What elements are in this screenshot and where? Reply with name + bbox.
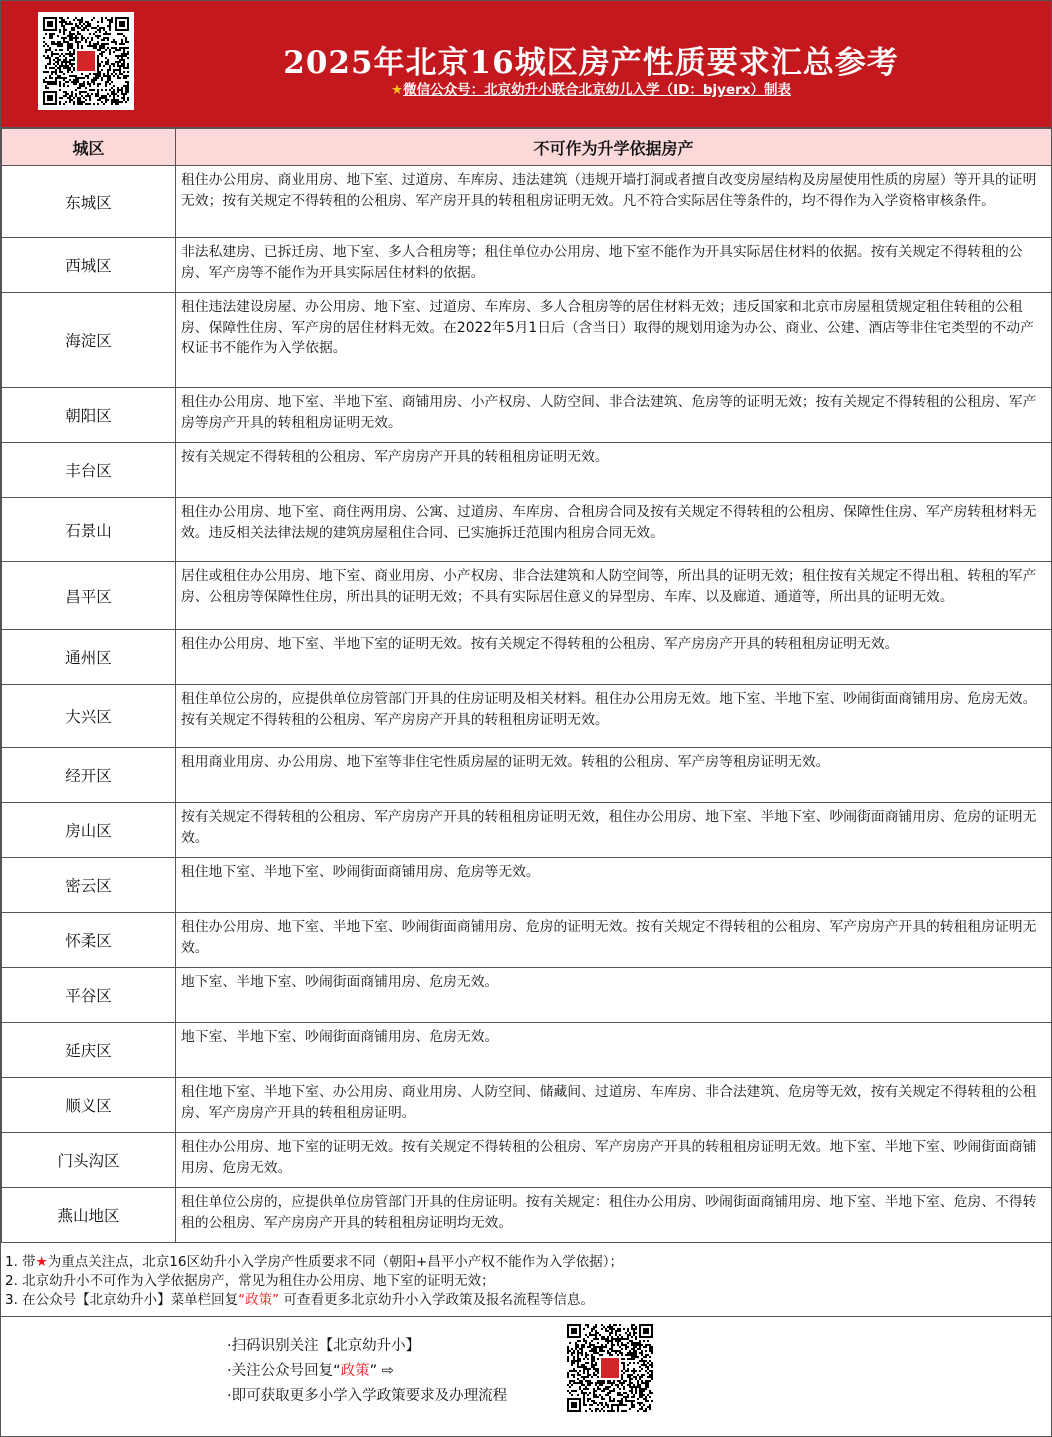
table-row [2,166,1052,238]
table-row [2,803,1052,858]
property-table [1,128,1052,1243]
table-row [2,498,1052,562]
district-cell: 经开区 [2,748,176,803]
district-cell: 海淀区 [2,293,176,388]
district-cell: 西城区 [2,238,176,293]
footer-line-2: ·关注公众号回复“政策” ⇨ [227,1363,394,1379]
property-rule-cell: 租住办公用房、商业用房、地下室、过道房、车库房、违法建筑（违规开墙打洞或者擅自改变房屋结构及房屋使用性质的房屋）等开具的证明无效；按有关规定不得转租的公租房、军产房开具的转租租房证明无效。凡不符合实际居住等条件的，均不得作为入学资格审核条件。 [176,166,1052,238]
district-cell: 平谷区 [2,968,176,1023]
property-rule-cell: 租住违法建设房屋、办公用房、地下室、过道房、车库房、多人合租房等的居住材料无效；违反国家和北京市房屋租赁规定租住转租的公租房、保障性住房、军产房的居住材料无效。在2022年5月1日后（含当日）取得的规划用途为办公、商业、公建、酒店等非住宅类型的不动产权证书不能作为入学依据。 [176,293,1052,388]
footer-line-1: ·扫码识别关注【北京幼升小】 [227,1338,421,1354]
table-body [2,166,1052,1243]
note-1: 1. 带★为重点关注点，北京16区幼升小入学房产性质要求不同（朝阳+昌平小产权不能作为入学依据）； [5,1254,624,1270]
note-2: 2. 北京幼升小不可作为入学依据房产，常见为租住办公用房、地下室的证明无效； [5,1273,495,1289]
district-cell: 房山区 [2,803,176,858]
property-rule-cell: 租住办公用房、地下室、半地下室的证明无效。按有关规定不得转租的公租房、军产房房产开具的转租租房证明无效。 [176,630,1052,685]
property-rule-cell: 租住办公用房、地下室、商住两用房、公寓、过道房、车库房、合租房合同及按有关规定不得转租的公租房、保障性住房、军产房转租材料无效。违反相关法律法规的建筑房屋租住合同、已实施拆迁范围内租房合同无效。 [176,498,1052,562]
table-row [2,748,1052,803]
table-row [2,1188,1052,1243]
star-icon: ★ [391,82,404,98]
footer [1,1317,1051,1429]
table-row [2,443,1052,498]
property-rule-cell: 地下室、半地下室、吵闹街面商铺用房、危房无效。 [176,968,1052,1023]
table-row [2,913,1052,968]
property-rule-cell: 租住办公用房、地下室、半地下室、吵闹街面商铺用房、危房的证明无效。按有关规定不得转租的公租房、军产房房产开具的转租租房证明无效。 [176,913,1052,968]
property-rule-cell: 租住单位公房的，应提供单位房管部门开具的住房证明及相关材料。租住办公用房无效。地下室、半地下室、吵闹街面商铺用房、危房无效。按有关规定不得转租的公租房、军产房房产开具的转租租房证明无效。 [176,685,1052,748]
property-rule-cell: 非法私建房、已拆迁房、地下室、多人合租房等；租住单位办公用房、地下室不能作为开具实际居住材料的依据。按有关规定不得转租的公房、军产房等不能作为开具实际居住材料的依据。 [176,238,1052,293]
property-rule-cell: 租住地下室、半地下室、吵闹街面商铺用房、危房等无效。 [176,858,1052,913]
district-cell: 石景山 [2,498,176,562]
subtitle-text: 微信公众号：北京幼升小联合北京幼儿入学（ID：bjyerx）制表 [403,82,791,98]
property-rule-cell: 地下室、半地下室、吵闹街面商铺用房、危房无效。 [176,1023,1052,1078]
district-cell: 丰台区 [2,443,176,498]
arrow-right-icon: ⇨ [381,1363,394,1379]
qr-code-icon [43,17,129,105]
property-rule-cell: 按有关规定不得转租的公租房、军产房房产开具的转租租房证明无效。 [176,443,1052,498]
property-rule-cell: 租用商业用房、办公用房、地下室等非住宅性质房屋的证明无效。转租的公租房、军产房等租房证明无效。 [176,748,1052,803]
district-cell: 门头沟区 [2,1133,176,1188]
qr-code-header [38,12,134,110]
district-cell: 怀柔区 [2,913,176,968]
table-row [2,293,1052,388]
qr-code-footer [564,1321,656,1415]
col-district-header: 城区 [2,129,176,166]
col-property-header: 不可作为升学依据房产 [176,129,1052,166]
district-cell: 大兴区 [2,685,176,748]
district-cell: 燕山地区 [2,1188,176,1243]
district-cell: 朝阳区 [2,388,176,443]
table-row [2,685,1052,748]
property-rule-cell: 租住办公用房、地下室、半地下室、商铺用房、小产权房、人防空间、非合法建筑、危房等的证明无效；按有关规定不得转租的公租房、军产房等房产开具的转租租房证明无效。 [176,388,1052,443]
property-rule-cell: 居住或租住办公用房、地下室、商业用房、小产权房、非合法建筑和人防空间等，所出具的证明无效；租住按有关规定不得出租、转租的军产房、公租房等保障性住房，所出具的证明无效；不具有实际居住意义的异型房、车库、以及廊道、通道等，所出具的证明无效。 [176,562,1052,630]
footer-line-3: ·即可获取更多小学入学政策要求及办理流程 [227,1388,508,1404]
table-row [2,968,1052,1023]
property-rule-cell: 租住办公用房、地下室的证明无效。按有关规定不得转租的公租房、军产房房产开具的转租租房证明无效。地下室、半地下室、吵闹街面商铺用房、危房无效。 [176,1133,1052,1188]
header-banner [1,1,1051,128]
property-rule-cell: 租住单位公房的，应提供单位房管部门开具的住房证明。按有关规定：租住办公用房、吵闹街面商铺用房、地下室、半地下室、危房、不得转租的公租房、军产房房产开具的转租租房证明均无效。 [176,1188,1052,1243]
table-row [2,562,1052,630]
policy-keyword: “政策” [238,1292,280,1308]
policy-keyword: 政策 [340,1363,370,1379]
district-cell: 延庆区 [2,1023,176,1078]
qr-code-icon [567,1324,653,1412]
district-cell: 昌平区 [2,562,176,630]
table-row [2,238,1052,293]
table-row [2,1133,1052,1188]
property-rule-cell: 按有关规定不得转租的公租房、军产房房产开具的转租租房证明无效，租住办公用房、地下室、半地下室、吵闹街面商铺用房、危房的证明无效。 [176,803,1052,858]
table-row [2,388,1052,443]
star-icon: ★ [35,1254,48,1270]
table-row [2,1078,1052,1133]
district-cell: 东城区 [2,166,176,238]
table-row [2,1023,1052,1078]
table-row [2,630,1052,685]
district-cell: 顺义区 [2,1078,176,1133]
district-cell: 密云区 [2,858,176,913]
district-cell: 通州区 [2,630,176,685]
page-title: 2025年北京16城区房产性质要求汇总参考 [283,45,899,81]
property-rule-cell: 租住地下室、半地下室、办公用房、商业用房、人防空间、储藏间、过道房、车库房、非合法建筑、危房等无效，按有关规定不得转租的公租房、军产房房产开具的转租租房证明。 [176,1078,1052,1133]
footer-lines [227,1334,507,1409]
note-3: 3. 在公众号【北京幼升小】菜单栏回复“政策” 可查看更多北京幼升小入学政策及报名流程等信息。 [5,1292,594,1308]
table-row [2,858,1052,913]
notes-section [1,1243,1051,1317]
table-header-row [2,129,1052,166]
page-subtitle [151,78,1031,98]
